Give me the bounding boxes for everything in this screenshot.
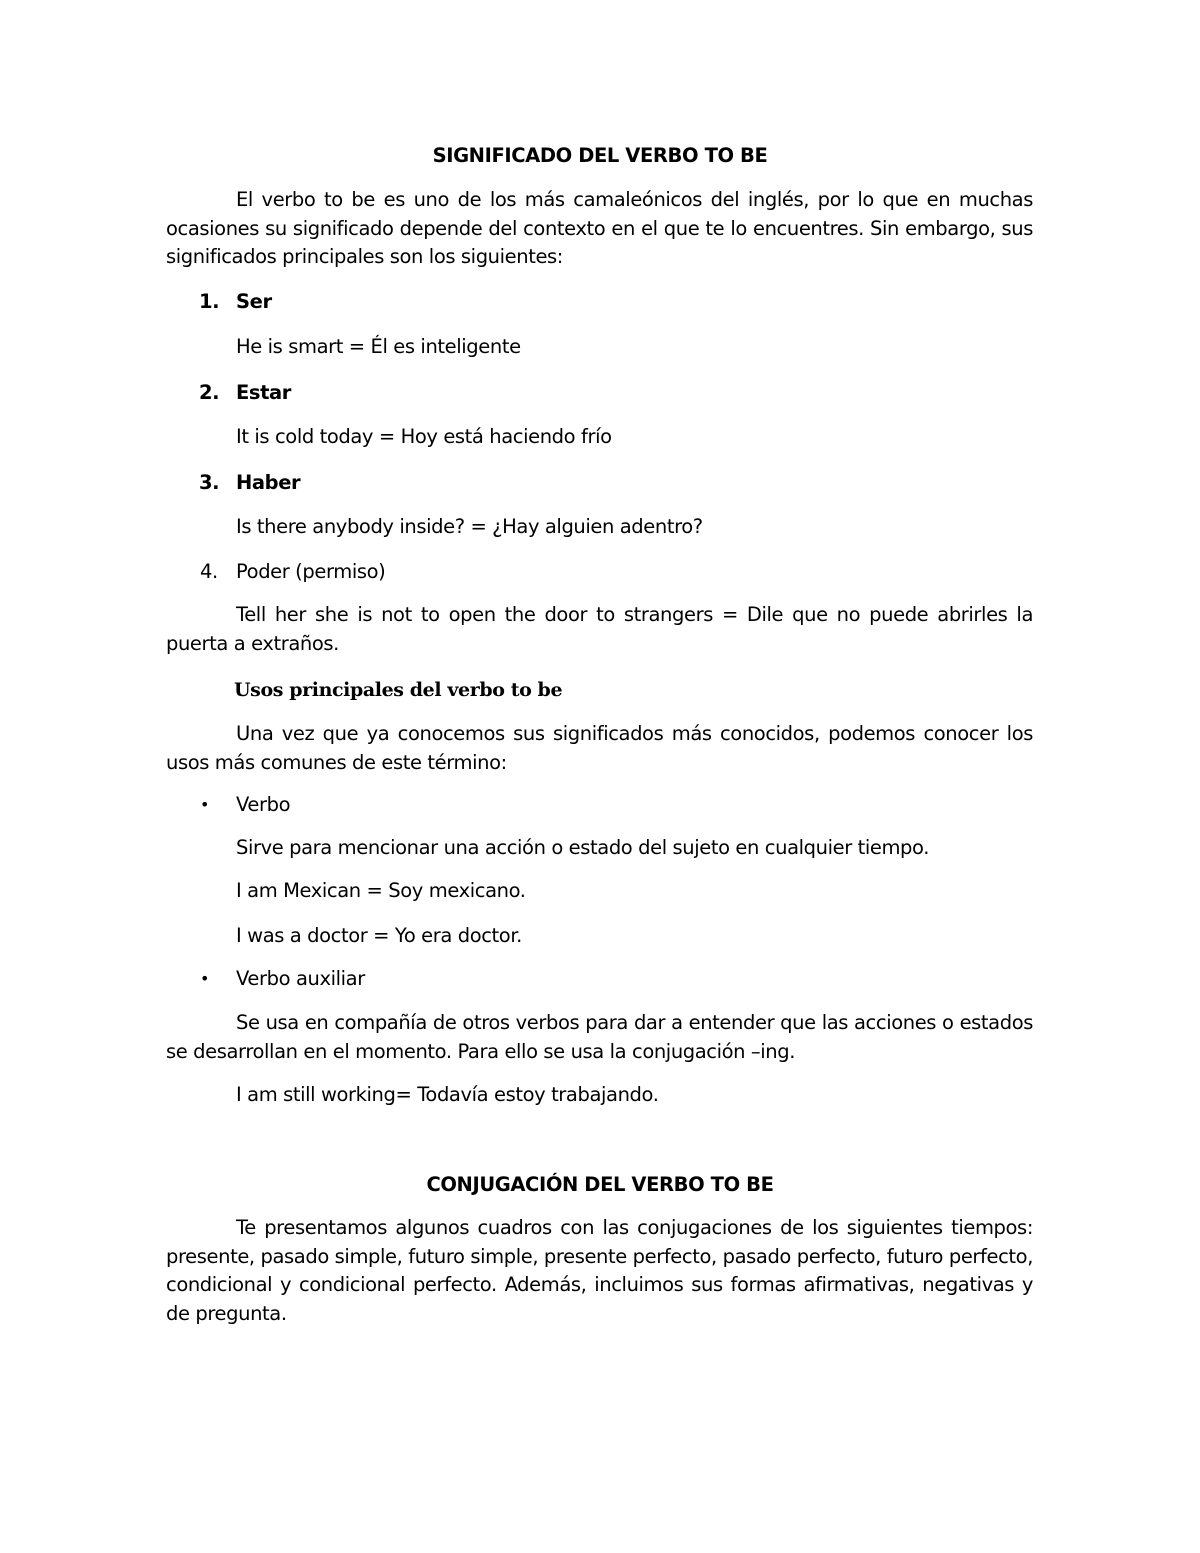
list-number-2: 2.: [199, 381, 220, 404]
intro-paragraph: El verbo to be es uno de los más camaleónicos del inglés, por lo que en muchas ocasiones su significado depende del contexto en el que te lo encuentres. Sin embargo, sus significados principales son los siguientes:: [166, 188, 1033, 268]
bullet-verbo: •: [200, 795, 210, 814]
use-example-verbo-2: I was a doctor = Yo era doctor.: [236, 924, 522, 947]
bullet-verbo-auxiliar: •: [200, 969, 210, 988]
use-label-verbo-auxiliar: Verbo auxiliar: [236, 967, 365, 990]
list-number-4: 4.: [200, 560, 218, 583]
section-title-significado: SIGNIFICADO DEL VERBO TO BE: [432, 144, 768, 167]
conjugation-intro: Te presentamos algunos cuadros con las conjugaciones de los siguientes tiempos: presente, pasado simple, futuro simple, presente perfecto, pasado perfecto, futuro perfecto, condicional y condicional perfecto. Además, incluimos sus formas afirmativas, negativas y de pregunta.: [166, 1216, 1033, 1325]
meaning-example-haber: Is there anybody inside? = ¿Hay alguien adentro?: [236, 515, 703, 538]
use-example-verbo-auxiliar: I am still working= Todavía estoy trabajando.: [236, 1083, 659, 1106]
uses-heading: Usos principales del verbo to be: [234, 679, 563, 701]
meaning-label-poder: Poder (permiso): [236, 560, 386, 583]
section-title-conjugacion: CONJUGACIÓN DEL VERBO TO BE: [426, 1173, 774, 1196]
meaning-label-estar: Estar: [236, 381, 292, 404]
use-label-verbo: Verbo: [236, 793, 291, 816]
meaning-label-ser: Ser: [236, 290, 272, 313]
list-number-1: 1.: [199, 290, 220, 313]
uses-intro: Una vez que ya conocemos sus significados más conocidos, podemos conocer los usos más comunes de este término:: [166, 722, 1033, 774]
list-number-3: 3.: [199, 471, 220, 494]
meaning-example-ser: He is smart = Él es inteligente: [236, 335, 521, 358]
use-description-verbo-auxiliar: Se usa en compañía de otros verbos para dar a entender que las acciones o estados se desarrollan en el momento. Para ello se usa la conjugación –ing.: [166, 1011, 1033, 1063]
meaning-example-poder: Tell her she is not to open the door to strangers = Dile que no puede abrirles la puerta a extraños.: [166, 603, 1033, 655]
use-description-verbo: Sirve para mencionar una acción o estado del sujeto en cualquier tiempo.: [236, 836, 930, 859]
use-example-verbo-1: I am Mexican = Soy mexicano.: [236, 879, 526, 902]
meaning-example-estar: It is cold today = Hoy está haciendo frío: [236, 425, 612, 448]
meaning-label-haber: Haber: [236, 471, 301, 494]
